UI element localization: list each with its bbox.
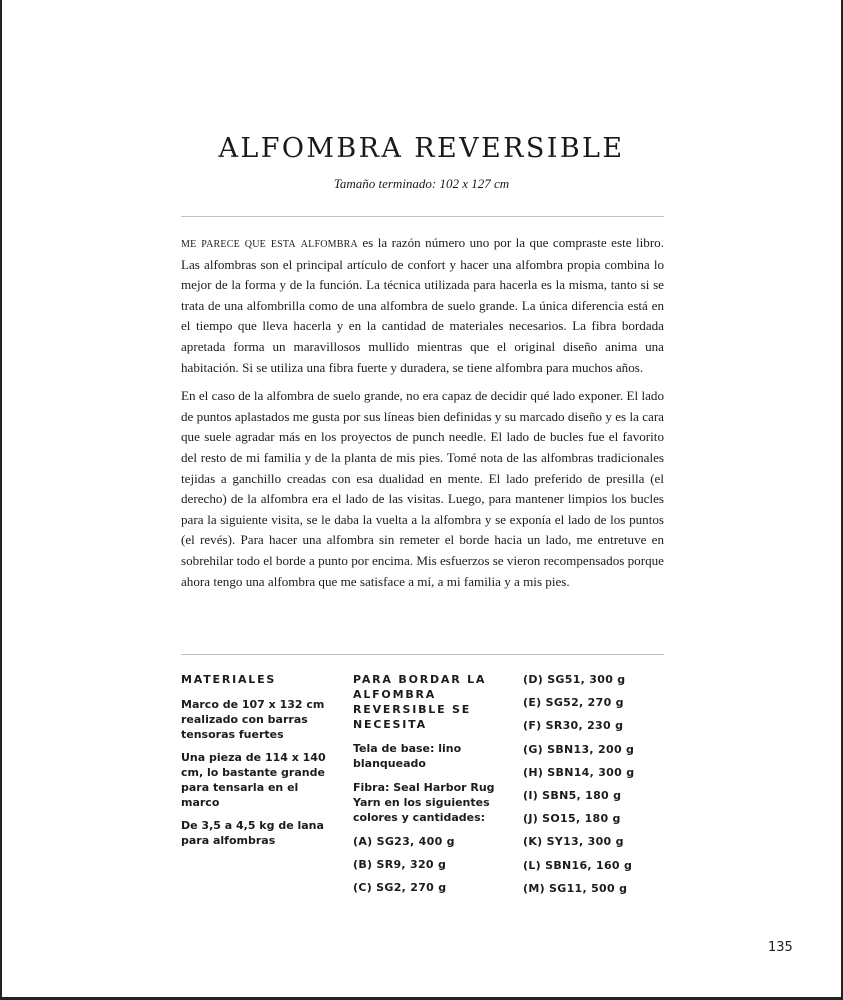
fiber-description: Fibra: Seal Harbor Rug Yarn en los siguientes colores y cantidades: — [353, 781, 495, 824]
paragraph-1-text: es la razón número uno por la que compraste este libro. Las alfombras son el principal artículo de confort y hacer una alfombra propia combina lo mejor de la forma y de la función. La técnica utilizada para hacerla es la misma, tanto si se trata de una alfombrilla como de una alfombra de suelo grande. La única diferencia está en el tiempo que lleva hacerla y en la cantidad de materiales necesarios. La fibra bordada apretada forma un maravillosos mullido mientras que el original diseño anima una habitación. Si se utiliza una fibra fuerte y duradera, se tiene alfombra para muchos años. — [181, 235, 664, 375]
fiber-list-a — [353, 834, 503, 895]
intro-text — [181, 233, 664, 600]
page-number: 135 — [768, 940, 793, 955]
fiber-item: (C) SG2, 270 g — [353, 881, 447, 894]
fiber-item: (J) SO15, 180 g — [523, 812, 621, 826]
finished-size-subtitle: Tamaño terminado: 102 x 127 cm — [333, 176, 510, 191]
paragraph-2: En el caso de la alfombra de suelo grande, no era capaz de decidir qué lado exponer. El lado de puntos aplastados me gusta por sus líneas bien definidas y su marcado diseño y es la cara que suele agradar más en los proyectos de punch needle. El lado de bucles fue el favorito del resto de mi familia y de la planta de mis pies. Tomé nota de las alfombras tradicionales tejidas a ganchillo creadas con esa dualidad en mente. El lado preferido de presilla (el derecho) de la alfombra era el lado de las visitas. Luego, para mantener limpios los bucles para la siguiente visita, se le daba la vuelta a la alfombra y se exponía el lado de los puntos (el revés). Para hacer una alfombra sin remeter el borde hacia un lado, me entretuve en sobrehilar todo el borde a punto por encima. Mis esfuerzos se vieron recompensados porque ahora tengo una alfombra que me satisface a mí, a mi familia y a mis pies. — [181, 388, 664, 589]
fiber-item: (A) SG23, 400 g — [353, 835, 455, 848]
lead-in: me parece que esta alfombra — [181, 236, 358, 251]
paragraph-1 — [181, 233, 664, 378]
fiber-item: (F) SR30, 230 g — [523, 719, 624, 733]
material-item: Marco de 107 x 132 cm realizado con barras tensoras fuertes — [181, 698, 325, 741]
fiber-item: (I) SBN5, 180 g — [523, 788, 622, 802]
fiber-item: (K) SY13, 300 g — [523, 835, 624, 849]
embroider-column — [353, 672, 503, 903]
materials-column — [181, 672, 331, 856]
material-item: De 3,5 a 4,5 kg de lana para alfombras — [181, 819, 324, 847]
top-divider — [181, 216, 664, 217]
material-item: Una pieza de 114 x 140 cm, lo bastante grande para tensarla en el marco — [181, 751, 326, 809]
fiber-item: (M) SG11, 500 g — [523, 881, 628, 895]
base-fabric: Tela de base: lino blanqueado — [353, 742, 462, 770]
fiber-item: (D) SG51, 300 g — [523, 673, 626, 686]
bottom-divider — [181, 654, 664, 655]
page-title: ALFOMBRA REVERSIBLE — [218, 133, 625, 164]
fiber-item: (G) SBN13, 200 g — [523, 742, 635, 756]
materials-heading: MATERIALES — [181, 673, 277, 686]
embroider-heading: PARA BORDAR LA ALFOMBRA REVERSIBLE SE NECESITA — [353, 673, 487, 731]
fiber-item: (E) SG52, 270 g — [523, 696, 624, 710]
fiber-item: (L) SBN16, 160 g — [523, 858, 633, 872]
fiber-column — [523, 672, 673, 904]
fiber-item: (H) SBN14, 300 g — [523, 765, 635, 779]
fiber-item: (B) SR9, 320 g — [353, 858, 447, 871]
